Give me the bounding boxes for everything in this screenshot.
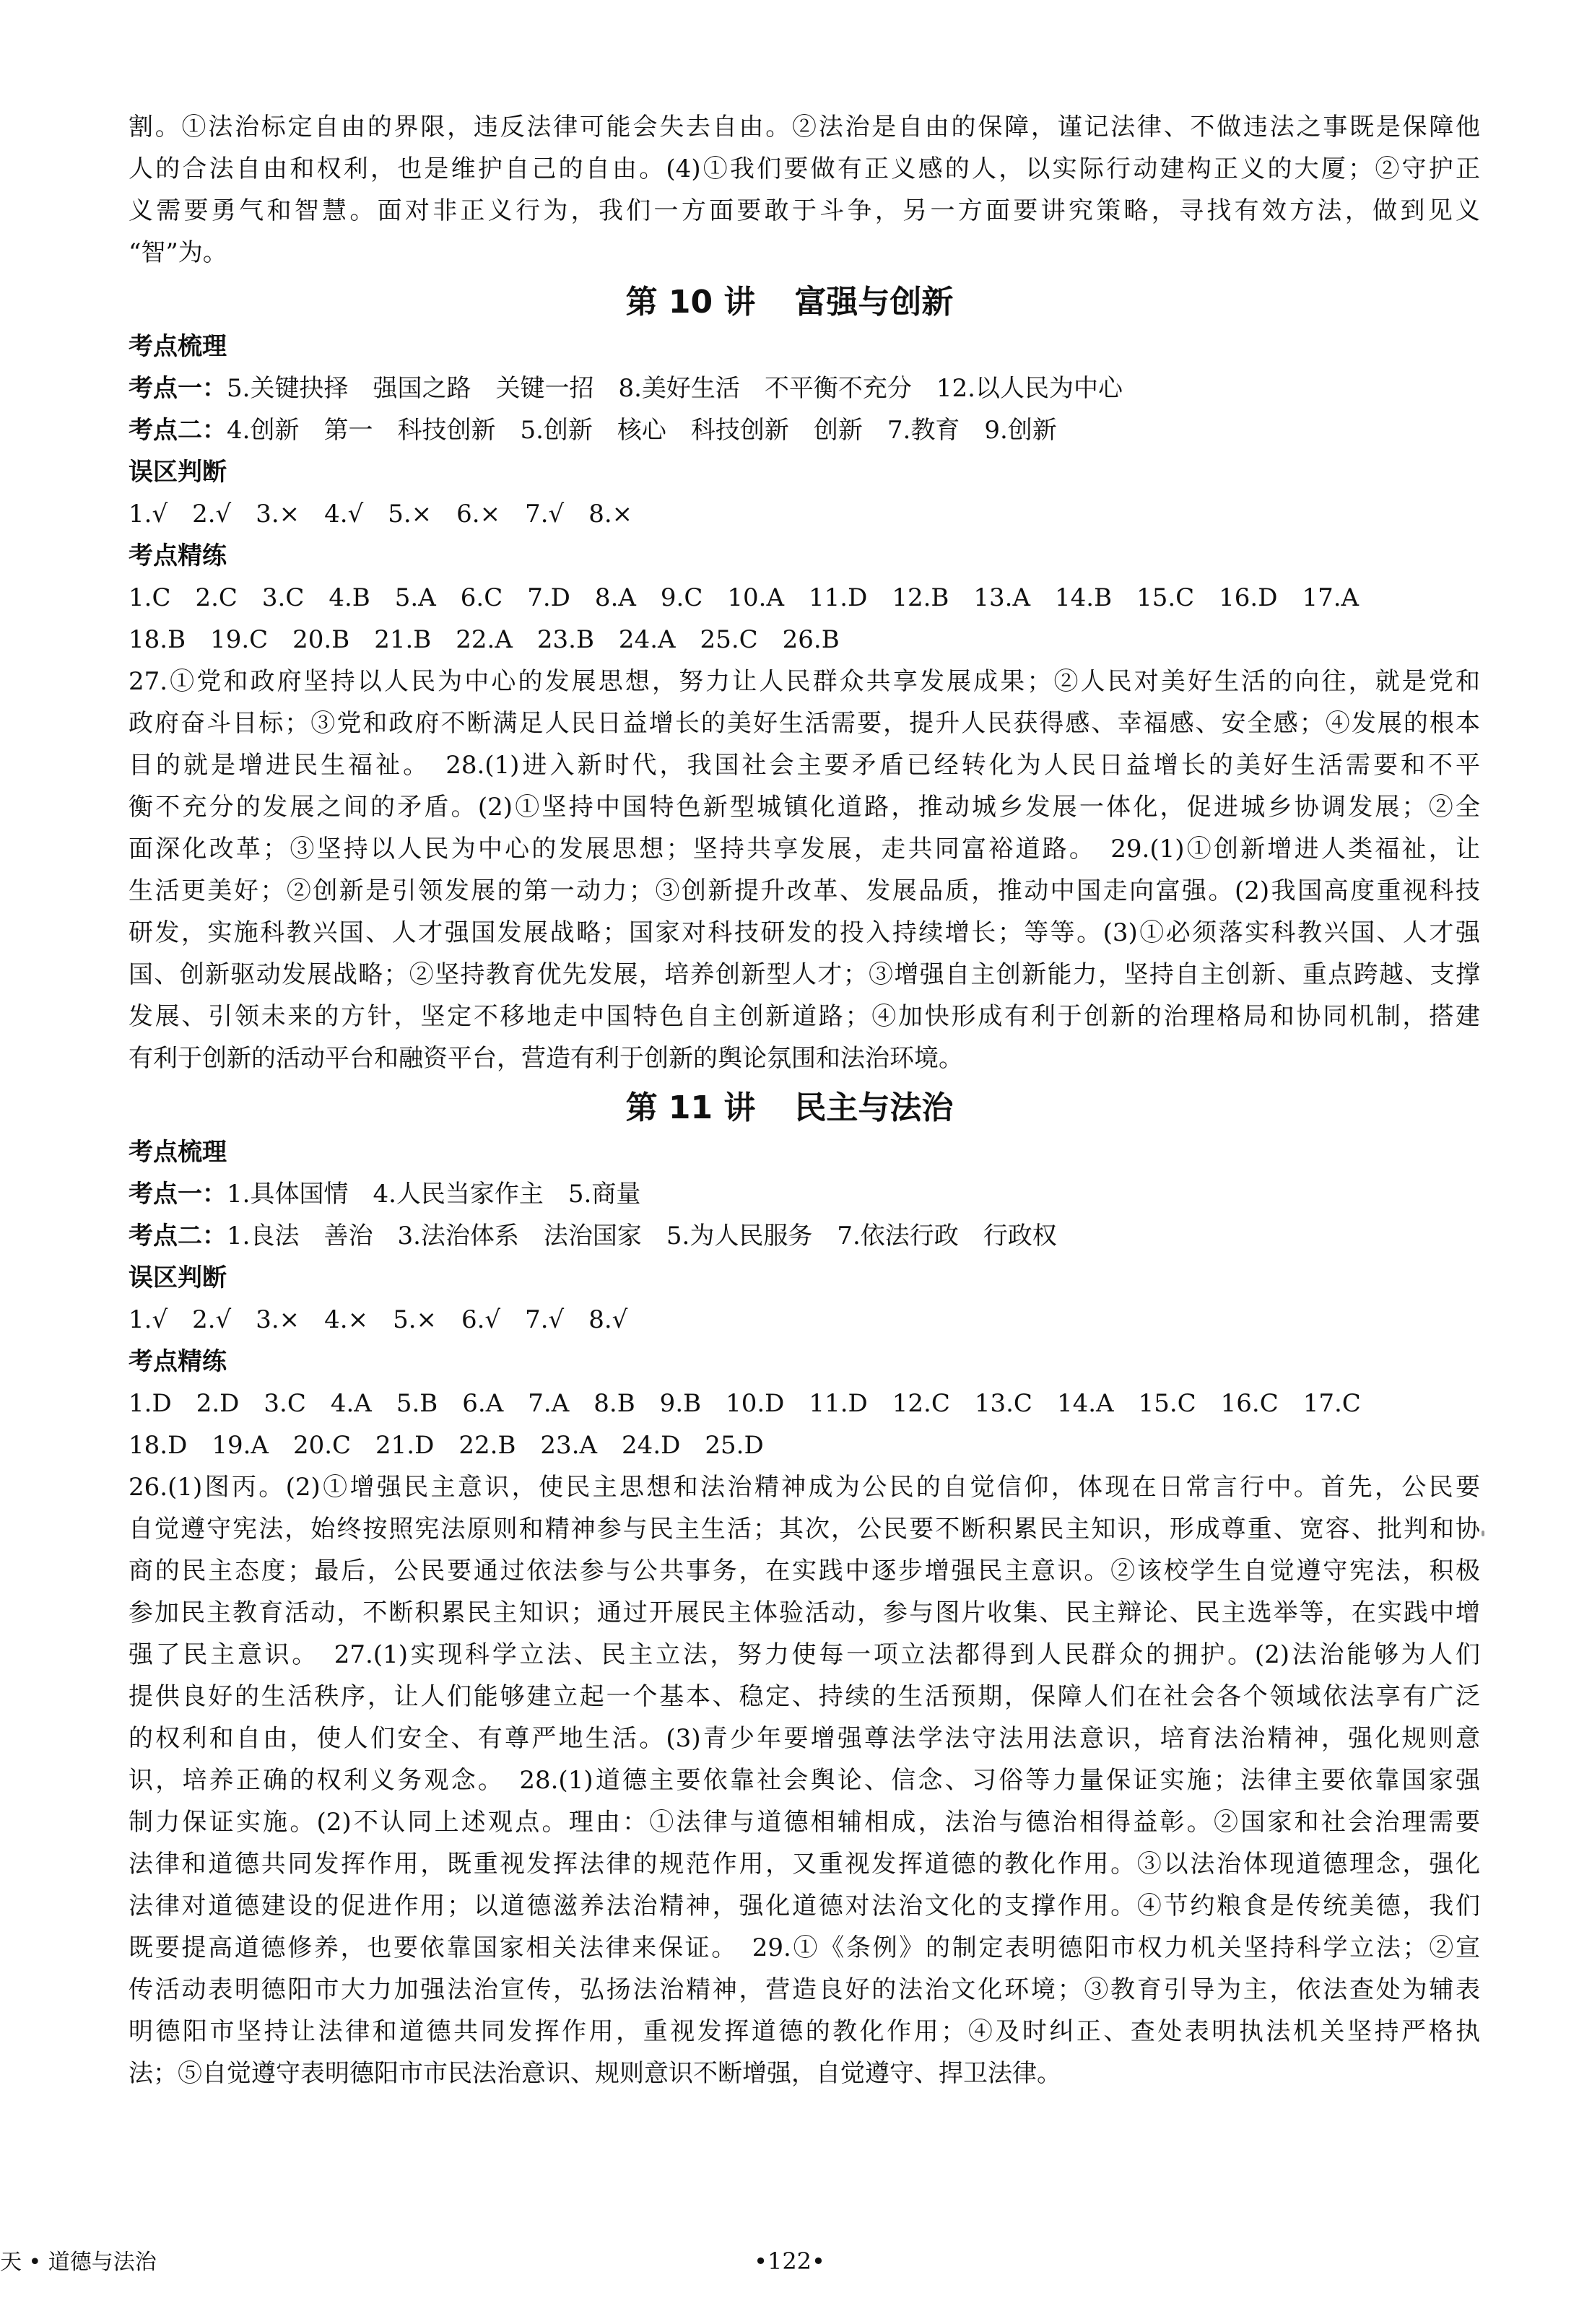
text-line: 人的合法自由和权利，也是维护自己的自由。(4)①我们要做有正义感的人，以实际行动建构正义的大厦；②守护正 [129,155,1480,183]
choice-answers-line: 1.C 2.C 3.C 4.B 5.A 6.C 7.D 8.A 9.C 10.A 11.D 12.B 13.A 14.B 15.C 16.D 17.A [129,583,1360,612]
point-label: 考点一： [129,1180,227,1209]
point-one-line [129,368,1123,409]
answer-line: 目的就是增进民生福祉。 28.(1)进入新时代，我国社会主要矛盾已经转化为人民日益增长的美好生活需要和不平 [129,751,1480,780]
judge-answers: 1.√ 2.√ 3.× 4.× 5.× 6.√ 7.√ 8.√ [129,1305,628,1334]
answer-line: 法律对道德建设的促进作用；以道德滋养法治精神，强化道德对法治文化的支撑作用。④节约粮食是传统美德，我们 [129,1892,1480,1920]
lecture-name: 民主与法治 [794,1089,954,1126]
lecture-name: 富强与创新 [794,284,954,321]
choice-answers-line: 18.D 19.A 20.C 21.D 22.B 23.A 24.D 25.D [129,1431,764,1460]
point-two-line [129,1216,1057,1256]
section-heading-practice: 考点精练 [129,541,227,570]
answer-line: 制力保证实施。(2)不认同上述观点。理由：①法律与道德相辅相成，法治与德治相得益彰。②国家和社会治理需要 [129,1808,1480,1837]
answer-line: 参加民主教育活动，不断积累民主知识；通过开展民主体验活动，参与图片收集、民主辩论、民主选举等，在实践中增 [129,1598,1480,1627]
choice-answers-line: 18.B 19.C 20.B 21.B 22.A 23.B 24.A 25.C 26.B [129,625,840,654]
answer-line: 明德阳市坚持让法律和道德共同发挥作用，重视发挥道德的教化作用；④及时纠正、查处表明执法机关坚持严格执 [129,2017,1480,2046]
point-label: 考点二： [129,1222,227,1250]
text-line: 割。①法治标定自由的界限，违反法律可能会失去自由。②法治是自由的保障，谨记法律、不做违法之事既是保障他 [129,113,1480,142]
answer-line: 自觉遵守宪法，始终按照宪法原则和精神参与民主生活；其次，公民要不断积累民主知识，形成尊重、宽容、批判和协 [129,1515,1480,1544]
judge-answers: 1.√ 2.√ 3.× 4.√ 5.× 6.× 7.√ 8.× [129,500,633,528]
section-heading-judge: 误区判断 [129,1263,227,1292]
section-heading-review: 考点梳理 [129,1138,227,1167]
answer-line: 27.①党和政府坚持以人民为中心的发展思想，努力让人民群众共享发展成果；②人民对美好生活的向往，就是党和 [129,667,1480,696]
text-line: 义需要勇气和智慧。面对非正义行为，我们一方面要敢于斗争，另一方面要讲究策略，寻找有效方法，做到见义 [129,196,1480,225]
answer-line: 识，培养正确的权利义务观念。 28.(1)道德主要依靠社会舆论、信念、习俗等力量保证实施；法律主要依靠国家强 [129,1766,1480,1795]
answer-line: 强了民主意识。 27.(1)实现科学立法、民主立法，努力使每一项立法都得到人民群众的拥护。(2)法治能够为人们 [129,1640,1480,1669]
point-one-line [129,1174,640,1214]
answer-line: 发展、引领未来的方针，坚定不移地走中国特色自主创新道路；④加快形成有利于创新的治理格局和协同机制，搭建 [129,1002,1480,1031]
answer-line: 传活动表明德阳市大力加强法治宣传，弘扬法治精神，营造良好的法治文化环境；③教育引导为主，依法查处为辅表 [129,1975,1480,2004]
answer-line: 既要提高道德修养，也要依靠国家相关法律来保证。 29.①《条例》的制定表明德阳市权力机关坚持科学立法；②宣 [129,1933,1480,1962]
footer-subject: 天 • 道德与法治 [0,2250,157,2275]
point-text: 5.关键抉择 强国之路 关键一招 8.美好生活 不平衡不充分 12.以人民为中心 [227,374,1123,403]
answer-line: 26.(1)图丙。(2)①增强民主意识，使民主思想和法治精神成为公民的自觉信仰，体现在日常言行中。首先，公民要 [129,1473,1480,1502]
answer-line: 面深化改革；③坚持以人民为中心的发展思想；坚持共享发展，走共同富裕道路。 29.(1)①创新增进人类福祉，让 [129,835,1480,863]
page-number: •122• [754,2247,825,2275]
answer-line: 衡不充分的发展之间的矛盾。(2)①坚持中国特色新型城镇化道路，推动城乡发展一体化，促进城乡协调发展；②全 [129,793,1480,822]
point-text: 4.创新 第一 科技创新 5.创新 核心 科技创新 创新 7.教育 9.创新 [227,416,1057,445]
answer-line: 商的民主态度；最后，公民要通过依法参与公共事务，在实践中逐步增强民主意识。②该校学生自觉遵守宪法，积极 [129,1557,1480,1585]
scan-speck [1482,1531,1484,1536]
lecture-11-title [0,1083,1579,1133]
answer-line: 政府奋斗目标；③党和政府不断满足人民日益增长的美好生活需要，提升人民获得感、幸福感、安全感；④发展的根本 [129,709,1480,738]
answer-line: 法律和道德共同发挥作用，既重视发挥法律的规范作用，又重视发挥道德的教化作用。③以法治体现道德理念，强化 [129,1850,1480,1879]
point-text: 1.良法 善治 3.法治体系 法治国家 5.为人民服务 7.依法行政 行政权 [227,1222,1057,1250]
answer-line: 国、创新驱动发展战略；②坚持教育优先发展，培养创新型人才；③增强自主创新能力，坚持自主创新、重点跨越、支撑 [129,960,1480,989]
answer-line: 的权利和自由，使人们安全、有尊严地生活。(3)青少年要增强尊法学法守法用法意识，培育法治精神，强化规则意 [129,1724,1480,1753]
answer-line: 研发，实施科教兴国、人才强国发展战略；国家对科技研发的投入持续增长；等等。(3)①必须落实科教兴国、人才强 [129,918,1480,947]
point-label: 考点二： [129,416,227,445]
lecture-number: 第 10 讲 [625,284,756,321]
answer-line: 有利于创新的活动平台和融资平台，营造有利于创新的舆论氛围和法治环境。 [129,1044,963,1073]
section-heading-judge: 误区判断 [129,458,227,487]
answer-line: 生活更美好；②创新是引领发展的第一动力；③创新提升改革、发展品质，推动中国走向富强。(2)我国高度重视科技 [129,876,1480,905]
section-heading-practice: 考点精练 [129,1347,227,1376]
answer-line: 提供良好的生活秩序，让人们能够建立起一个基本、稳定、持续的生活预期，保障人们在社会各个领域依法享有广泛 [129,1682,1480,1711]
point-text: 1.具体国情 4.人民当家作主 5.商量 [227,1180,641,1209]
point-label: 考点一： [129,374,227,403]
lecture-number: 第 11 讲 [625,1089,756,1126]
answer-line: 法；⑤自觉遵守表明德阳市市民法治意识、规则意识不断增强，自觉遵守、捍卫法律。 [129,2059,1061,2088]
point-two-line [129,410,1057,451]
text-line: “智”为。 [129,238,227,267]
lecture-10-title [0,277,1579,328]
section-heading-review: 考点梳理 [129,332,227,361]
choice-answers-line: 1.D 2.D 3.C 4.A 5.B 6.A 7.A 8.B 9.B 10.D 11.D 12.C 13.C 14.A 15.C 16.C 17.C [129,1389,1361,1418]
